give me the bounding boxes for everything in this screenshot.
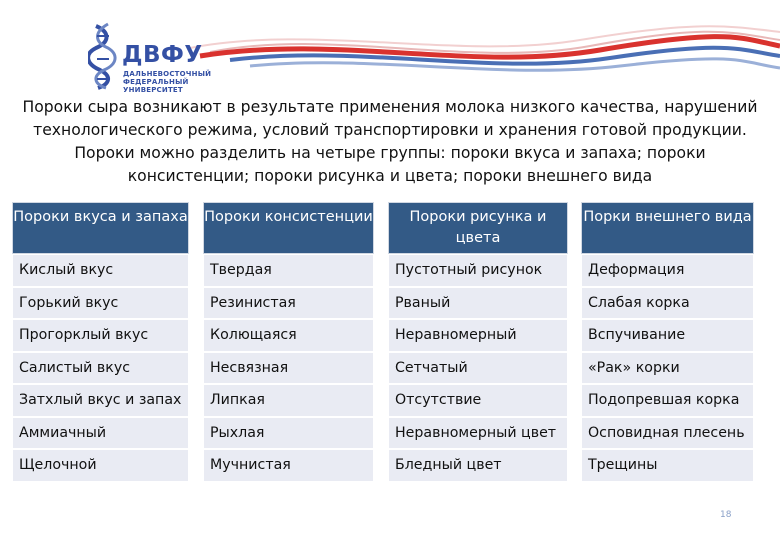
table-cell: Пустотный рисунок bbox=[388, 254, 568, 287]
table-cell: Кислый вкус bbox=[12, 254, 189, 287]
header-appearance: Порки внешнего вида bbox=[581, 202, 754, 254]
table-cell: Сетчатый bbox=[388, 352, 568, 385]
table-cell: Подопревшая корка bbox=[581, 384, 754, 417]
table-cell: Твердая bbox=[203, 254, 374, 287]
table-cell: Деформация bbox=[581, 254, 754, 287]
table-cell: Салистый вкус bbox=[12, 352, 189, 385]
intro-paragraph-2: Пороки можно разделить на четыре группы: пороки вкуса и запаха; пороки консистенции; пороки рисунка и цвета; пороки внешнего вида bbox=[74, 144, 706, 185]
table-cell: Неравномерный цвет bbox=[388, 417, 568, 450]
table-cell: Бледный цвет bbox=[388, 449, 568, 482]
table-row bbox=[12, 352, 770, 385]
table-row bbox=[12, 384, 770, 417]
table-cell: Рыхлая bbox=[203, 417, 374, 450]
table-cell: Прогорклый вкус bbox=[12, 319, 189, 352]
logo-subtitle-line2: ФЕДЕРАЛЬНЫЙ bbox=[123, 78, 189, 86]
table-cell: Аммиачный bbox=[12, 417, 189, 450]
intro-paragraph-1: Пороки сыра возникают в результате применения молока низкого качества, нарушений технологического режима, условий транспортировки и хранения готовой продукции. bbox=[22, 98, 758, 139]
table-cell: Трещины bbox=[581, 449, 754, 482]
header-ribbons bbox=[170, 10, 780, 95]
page-number: 18 bbox=[720, 510, 732, 520]
table-cell: Липкая bbox=[203, 384, 374, 417]
table-cell: Отсутствие bbox=[388, 384, 568, 417]
table-cell: Вспучивание bbox=[581, 319, 754, 352]
table-row bbox=[12, 417, 770, 450]
table-cell: Осповидная плесень bbox=[581, 417, 754, 450]
table-cell: Щелочной bbox=[12, 449, 189, 482]
table-row bbox=[12, 319, 770, 352]
logo-title: ДВФУ bbox=[122, 42, 203, 68]
logo-subtitle-line1: ДАЛЬНЕВОСТОЧНЫЙ bbox=[123, 70, 212, 78]
table-cell: Несвязная bbox=[203, 352, 374, 385]
table-row bbox=[12, 287, 770, 320]
logo-subtitle-line3: УНИВЕРСИТЕТ bbox=[123, 86, 183, 94]
cheese-defects-table bbox=[12, 202, 770, 482]
header-pattern-color: Пороки рисунка и цвета bbox=[388, 202, 568, 254]
table-row bbox=[12, 254, 770, 287]
table-cell: Горький вкус bbox=[12, 287, 189, 320]
intro-text bbox=[18, 96, 762, 188]
header-taste-smell: Пороки вкуса и запаха bbox=[12, 202, 189, 254]
table-cell: Мучнистая bbox=[203, 449, 374, 482]
table-cell: Слабая корка bbox=[581, 287, 754, 320]
table-row bbox=[12, 449, 770, 482]
table-header-row bbox=[12, 202, 770, 254]
table-cell: Резинистая bbox=[203, 287, 374, 320]
header-consistency: Пороки консистенции bbox=[203, 202, 374, 254]
table-cell: Затхлый вкус и запах bbox=[12, 384, 189, 417]
university-logo bbox=[88, 20, 212, 100]
table-cell: «Рак» корки bbox=[581, 352, 754, 385]
logo-helix-icon bbox=[88, 20, 118, 90]
table-cell: Неравномерный bbox=[388, 319, 568, 352]
table-cell: Колющаяся bbox=[203, 319, 374, 352]
table-cell: Рваный bbox=[388, 287, 568, 320]
